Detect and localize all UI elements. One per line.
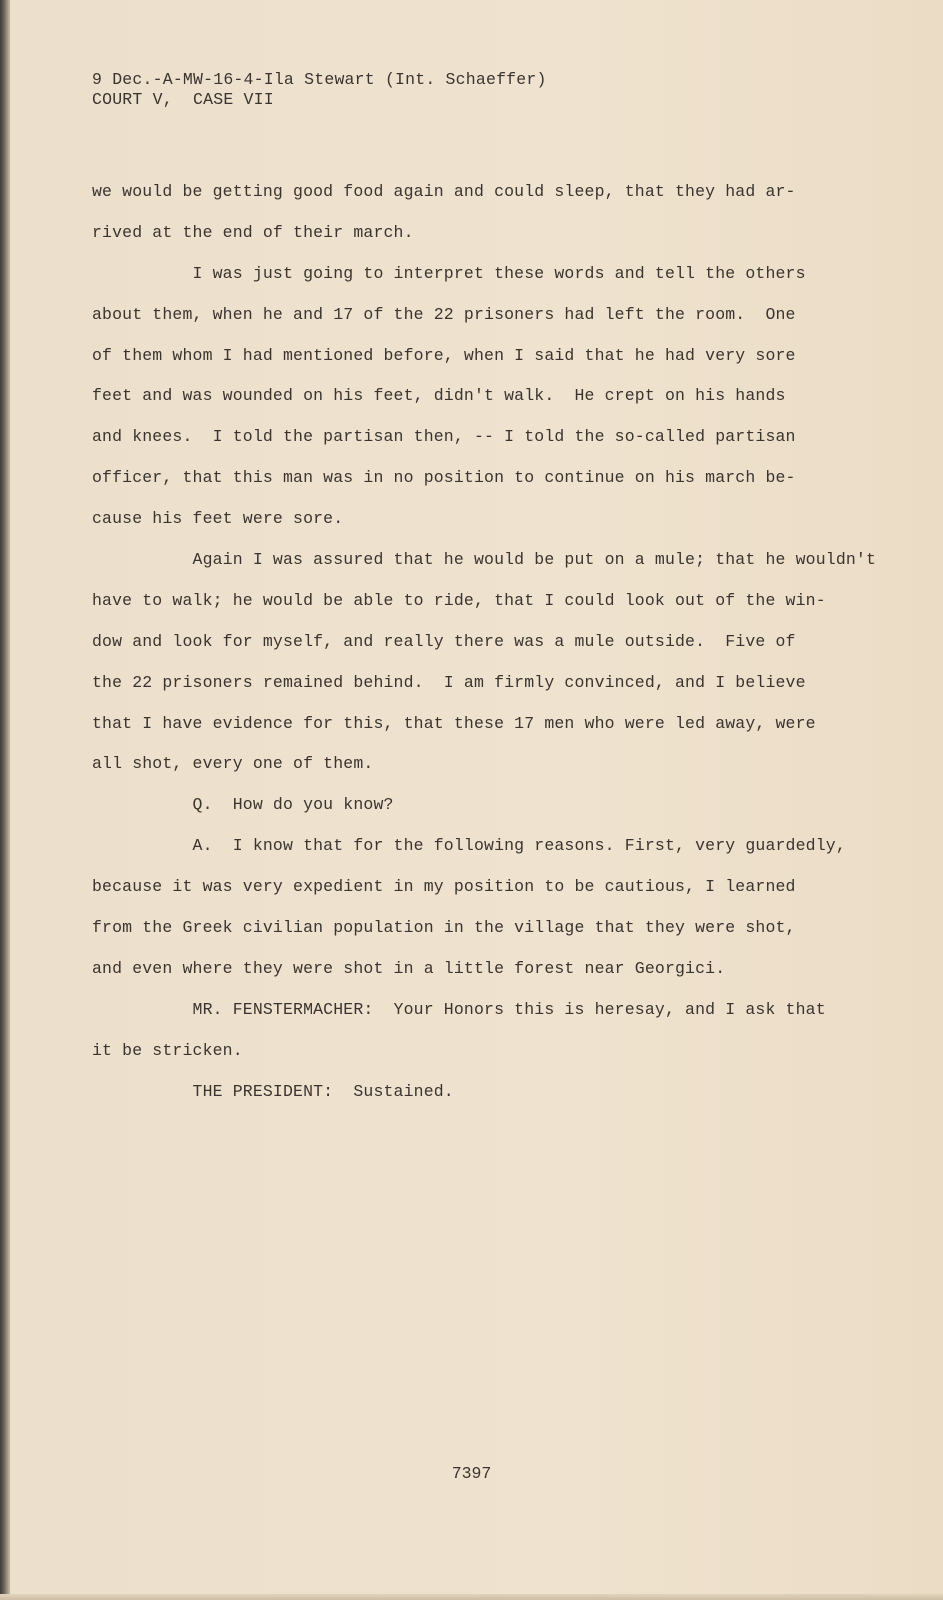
- page-number: 7397: [451, 1464, 492, 1483]
- body-line: Q. How do you know?: [92, 795, 394, 815]
- body-line: Again I was assured that he would be put on a mule; that he wouldn't: [92, 550, 877, 570]
- body-line: A. I know that for the following reasons. First, very guardedly,: [92, 836, 846, 856]
- body-line: from the Greek civilian population in the village that they were shot,: [92, 918, 796, 938]
- body-line: have to walk; he would be able to ride, that I could look out of the win-: [92, 590, 826, 610]
- header-line-1: 9 Dec.-A-MW-16-4-Ila Stewart (Int. Schaeffer): [92, 70, 547, 89]
- body-line: it be stricken.: [92, 1040, 243, 1060]
- header-line-2: COURT V, CASE VII: [92, 90, 274, 109]
- body-line: rived at the end of their march.: [92, 222, 414, 242]
- body-line: about them, when he and 17 of the 22 prisoners had left the room. One: [92, 304, 796, 324]
- document-header: [92, 70, 547, 110]
- body-line: of them whom I had mentioned before, when I said that he had very sore: [92, 345, 796, 365]
- transcript-body: [92, 172, 877, 1112]
- body-line: all shot, every one of them.: [92, 754, 374, 774]
- body-line: MR. FENSTERMACHER: Your Honors this is heresay, and I ask that: [92, 999, 826, 1019]
- body-line: THE PRESIDENT: Sustained.: [92, 1081, 454, 1101]
- body-line: because it was very expedient in my position to be cautious, I learned: [92, 877, 796, 897]
- body-line: dow and look for myself, and really there was a mule outside. Five of: [92, 631, 796, 651]
- body-line: feet and was wounded on his feet, didn't walk. He crept on his hands: [92, 386, 786, 406]
- body-line: we would be getting good food again and could sleep, that they had ar-: [92, 182, 796, 201]
- body-line: officer, that this man was in no position to continue on his march be-: [92, 468, 796, 488]
- body-line: that I have evidence for this, that these 17 men who were led away, were: [92, 713, 816, 733]
- body-line: the 22 prisoners remained behind. I am firmly convinced, and I believe: [92, 672, 806, 692]
- body-line: cause his feet were sore.: [92, 509, 344, 529]
- page-left-edge: [0, 0, 10, 1600]
- body-line: I was just going to interpret these words and tell the others: [92, 263, 806, 283]
- body-line: and even where they were shot in a little forest near Georgici.: [92, 958, 726, 978]
- body-line: and knees. I told the partisan then, -- I told the so-called partisan: [92, 427, 796, 447]
- page-bottom-edge: [0, 1594, 943, 1600]
